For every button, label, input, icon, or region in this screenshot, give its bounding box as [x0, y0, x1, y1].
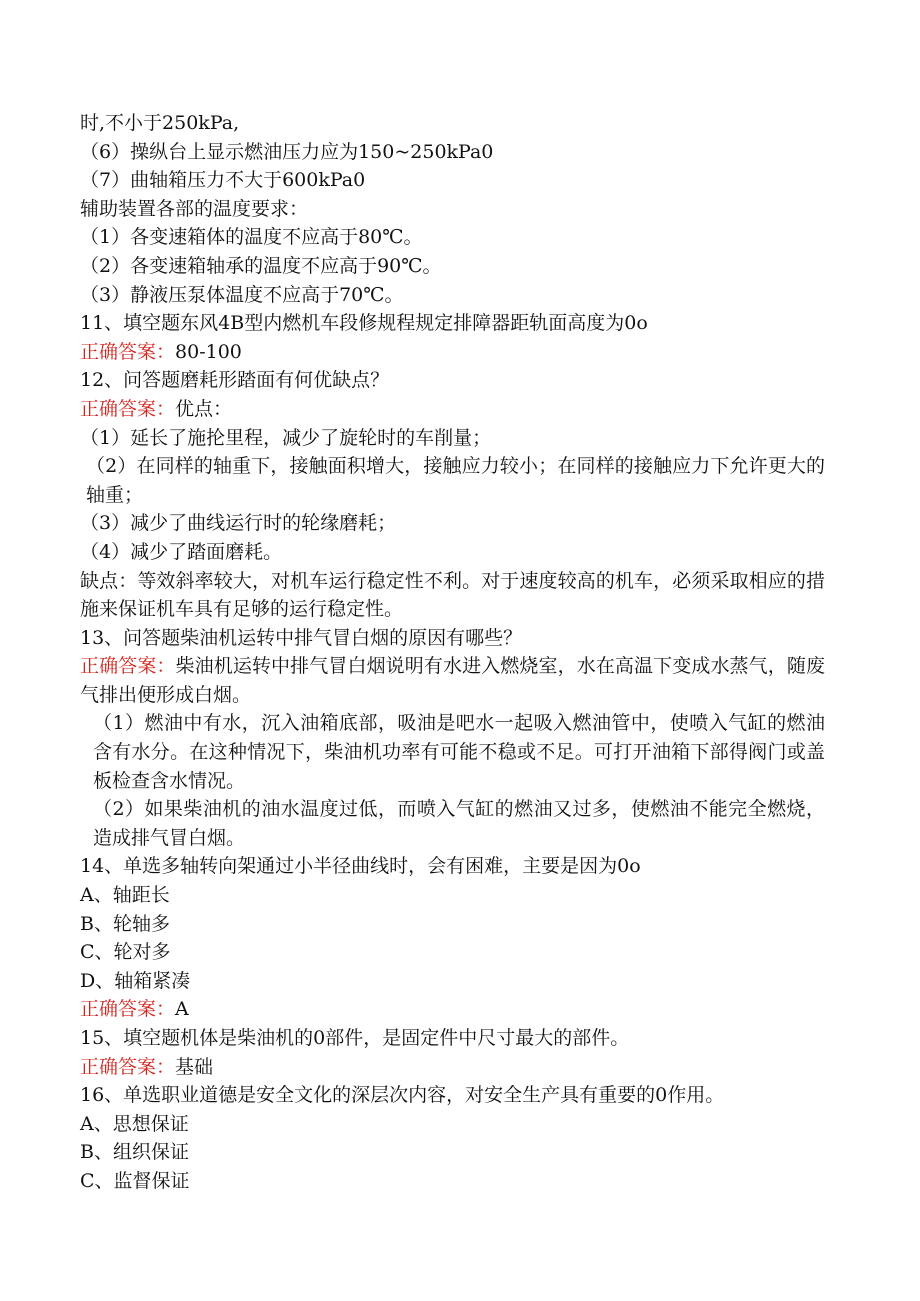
option-b: B、组织保证 — [80, 1141, 189, 1164]
question-16: 16、单选职业道德是安全文化的深层次内容，对安全生产具有重要的0作用。 — [80, 1084, 725, 1107]
section-heading: 辅助装置各部的温度要求： — [80, 197, 309, 220]
text-line: （2）各变速箱轴承的温度不应高于90℃。 — [80, 254, 442, 277]
answer-paragraph: （3）减少了曲线运行时的轮缘磨耗； — [80, 512, 397, 535]
option-c: C、轮对多 — [80, 941, 171, 964]
text-line: （1）各变速箱体的温度不应高于80℃。 — [80, 226, 423, 249]
answer-paragraph: （4）减少了踏面磨耗。 — [80, 540, 283, 563]
answer-paragraph: （2）在同样的轴重下，接触面积增大，接触应力较小；在同样的接触应力下允许更大的轴重； — [86, 455, 825, 506]
answer-paragraph: （2）如果柴油机的油水温度过低，而喷入气缸的燃油又过多，使燃油不能完全燃烧，造成排气冒白烟。 — [93, 798, 825, 849]
option-a: A、轴距长 — [80, 884, 170, 907]
question-13: 13、问答题柴油机运转中排气冒白烟的原因有哪些？ — [80, 626, 523, 649]
answer-paragraph: 缺点：等效斜率较大，对机车运行稳定性不利。对于速度较高的机车，必须采取相应的措施来保证机车具有足够的运行稳定性。 — [80, 569, 825, 621]
answer-text: 80-100 — [175, 340, 242, 363]
answer-paragraph: （1）燃油中有水，沉入油箱底部，吸油是吧水一起吸入燃油管中，使喷入气缸的燃油含有水分。在这种情况下，柴油机功率有可能不稳或不足。可打开油箱下部得阀门或盖板检查含水情况。 — [93, 712, 825, 792]
question-14: 14、单选多轴转向架通过小半径曲线时，会有困难，主要是因为0o — [80, 855, 641, 878]
text-line: 时,不小于250kPa, — [80, 112, 240, 134]
answer-label: 正确答案： — [80, 1055, 176, 1078]
text-line: （3）静液压泵体温度不应高于70℃。 — [80, 283, 404, 306]
answer-14 — [80, 995, 825, 1024]
answer-label: 正确答案： — [80, 397, 176, 420]
answer-label: 正确答案： — [80, 655, 176, 678]
document-page — [80, 109, 825, 1196]
question-12: 12、问答题磨耗形踏面有何优缺点？ — [80, 369, 390, 392]
option-a: A、思想保证 — [80, 1112, 189, 1135]
question-11: 11、填空题东风4B型内燃机车段修规程规定排障器距轨面高度为0o — [80, 312, 648, 335]
question-15: 15、填空题机体是柴油机的0部件，是固定件中尺寸最大的部件。 — [80, 1027, 630, 1049]
answer-paragraph: （1）延长了施抡里程，减少了旋轮时的车削量； — [80, 426, 492, 449]
answer-text: 柴油机运转中排气冒白烟说明有水进入燃烧室，水在高温下变成水蒸气，随废气排出便形成白烟。 — [80, 655, 825, 706]
answer-15 — [80, 1053, 825, 1082]
option-d: D、轴箱紧凑 — [80, 969, 191, 992]
text-line: （7）曲轴箱压力不大于600kPa0 — [80, 169, 366, 192]
answer-label: 正确答案： — [80, 340, 176, 363]
answer-12 — [80, 395, 825, 424]
text-line: （6）操纵台上显示燃油压力应为150~250kPa0 — [80, 140, 494, 163]
answer-label: 正确答案： — [80, 998, 176, 1021]
answer-13 — [80, 652, 825, 709]
option-b: B、轮轴多 — [80, 912, 170, 935]
answer-text: 优点： — [175, 397, 233, 420]
answer-11 — [80, 338, 825, 367]
answer-text: 基础 — [175, 1055, 214, 1078]
option-c: C、监督保证 — [80, 1169, 190, 1192]
answer-text: A — [175, 998, 189, 1021]
